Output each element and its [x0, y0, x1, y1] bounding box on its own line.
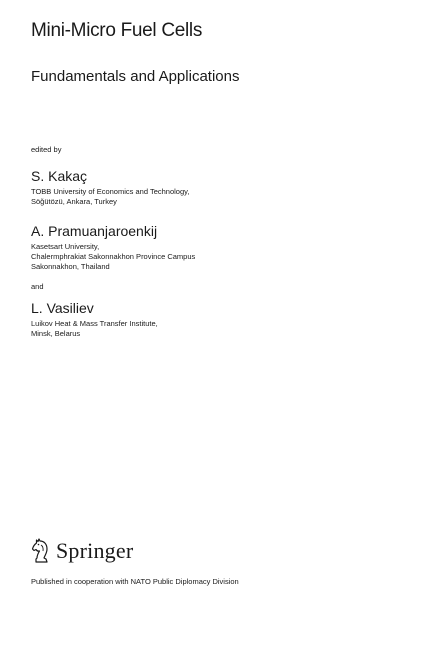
editor-affiliation [31, 319, 158, 339]
editor-vasiliev [31, 300, 158, 339]
editor-pramuanjaroenkij [31, 223, 195, 272]
and-label: and [31, 282, 44, 291]
edited-by-label: edited by [31, 145, 62, 154]
editor-affiliation [31, 187, 189, 207]
editor-name: S. Kakaç [31, 168, 88, 184]
publisher-logo [30, 538, 133, 564]
editor-name: A. Pramuanjaroenkij [31, 223, 158, 239]
affiliation-line: Sakonnakhon, Thailand [31, 262, 110, 271]
book-title: Mini-Micro Fuel Cells [31, 20, 203, 41]
affiliation-line: Kasetsart University, [31, 242, 100, 251]
book-subtitle: Fundamentals and Applications [31, 68, 240, 85]
affiliation-line: Minsk, Belarus [31, 329, 81, 338]
affiliation-line: Chalermphrakiat Sakonnakhon Province Campus [31, 252, 196, 261]
editor-affiliation [31, 242, 195, 272]
published-note: Published in cooperation with NATO Public Diplomacy Division [31, 577, 239, 586]
affiliation-line: Luikov Heat & Mass Transfer Institute, [31, 319, 158, 328]
affiliation-line: TOBB University of Economics and Technology, [31, 187, 190, 196]
affiliation-line: Söğütözü, Ankara, Turkey [31, 197, 117, 206]
springer-knight-icon [30, 538, 52, 564]
editor-name: L. Vasiliev [31, 300, 94, 316]
publisher-name: Springer [56, 538, 134, 563]
editor-kakac [31, 168, 189, 207]
